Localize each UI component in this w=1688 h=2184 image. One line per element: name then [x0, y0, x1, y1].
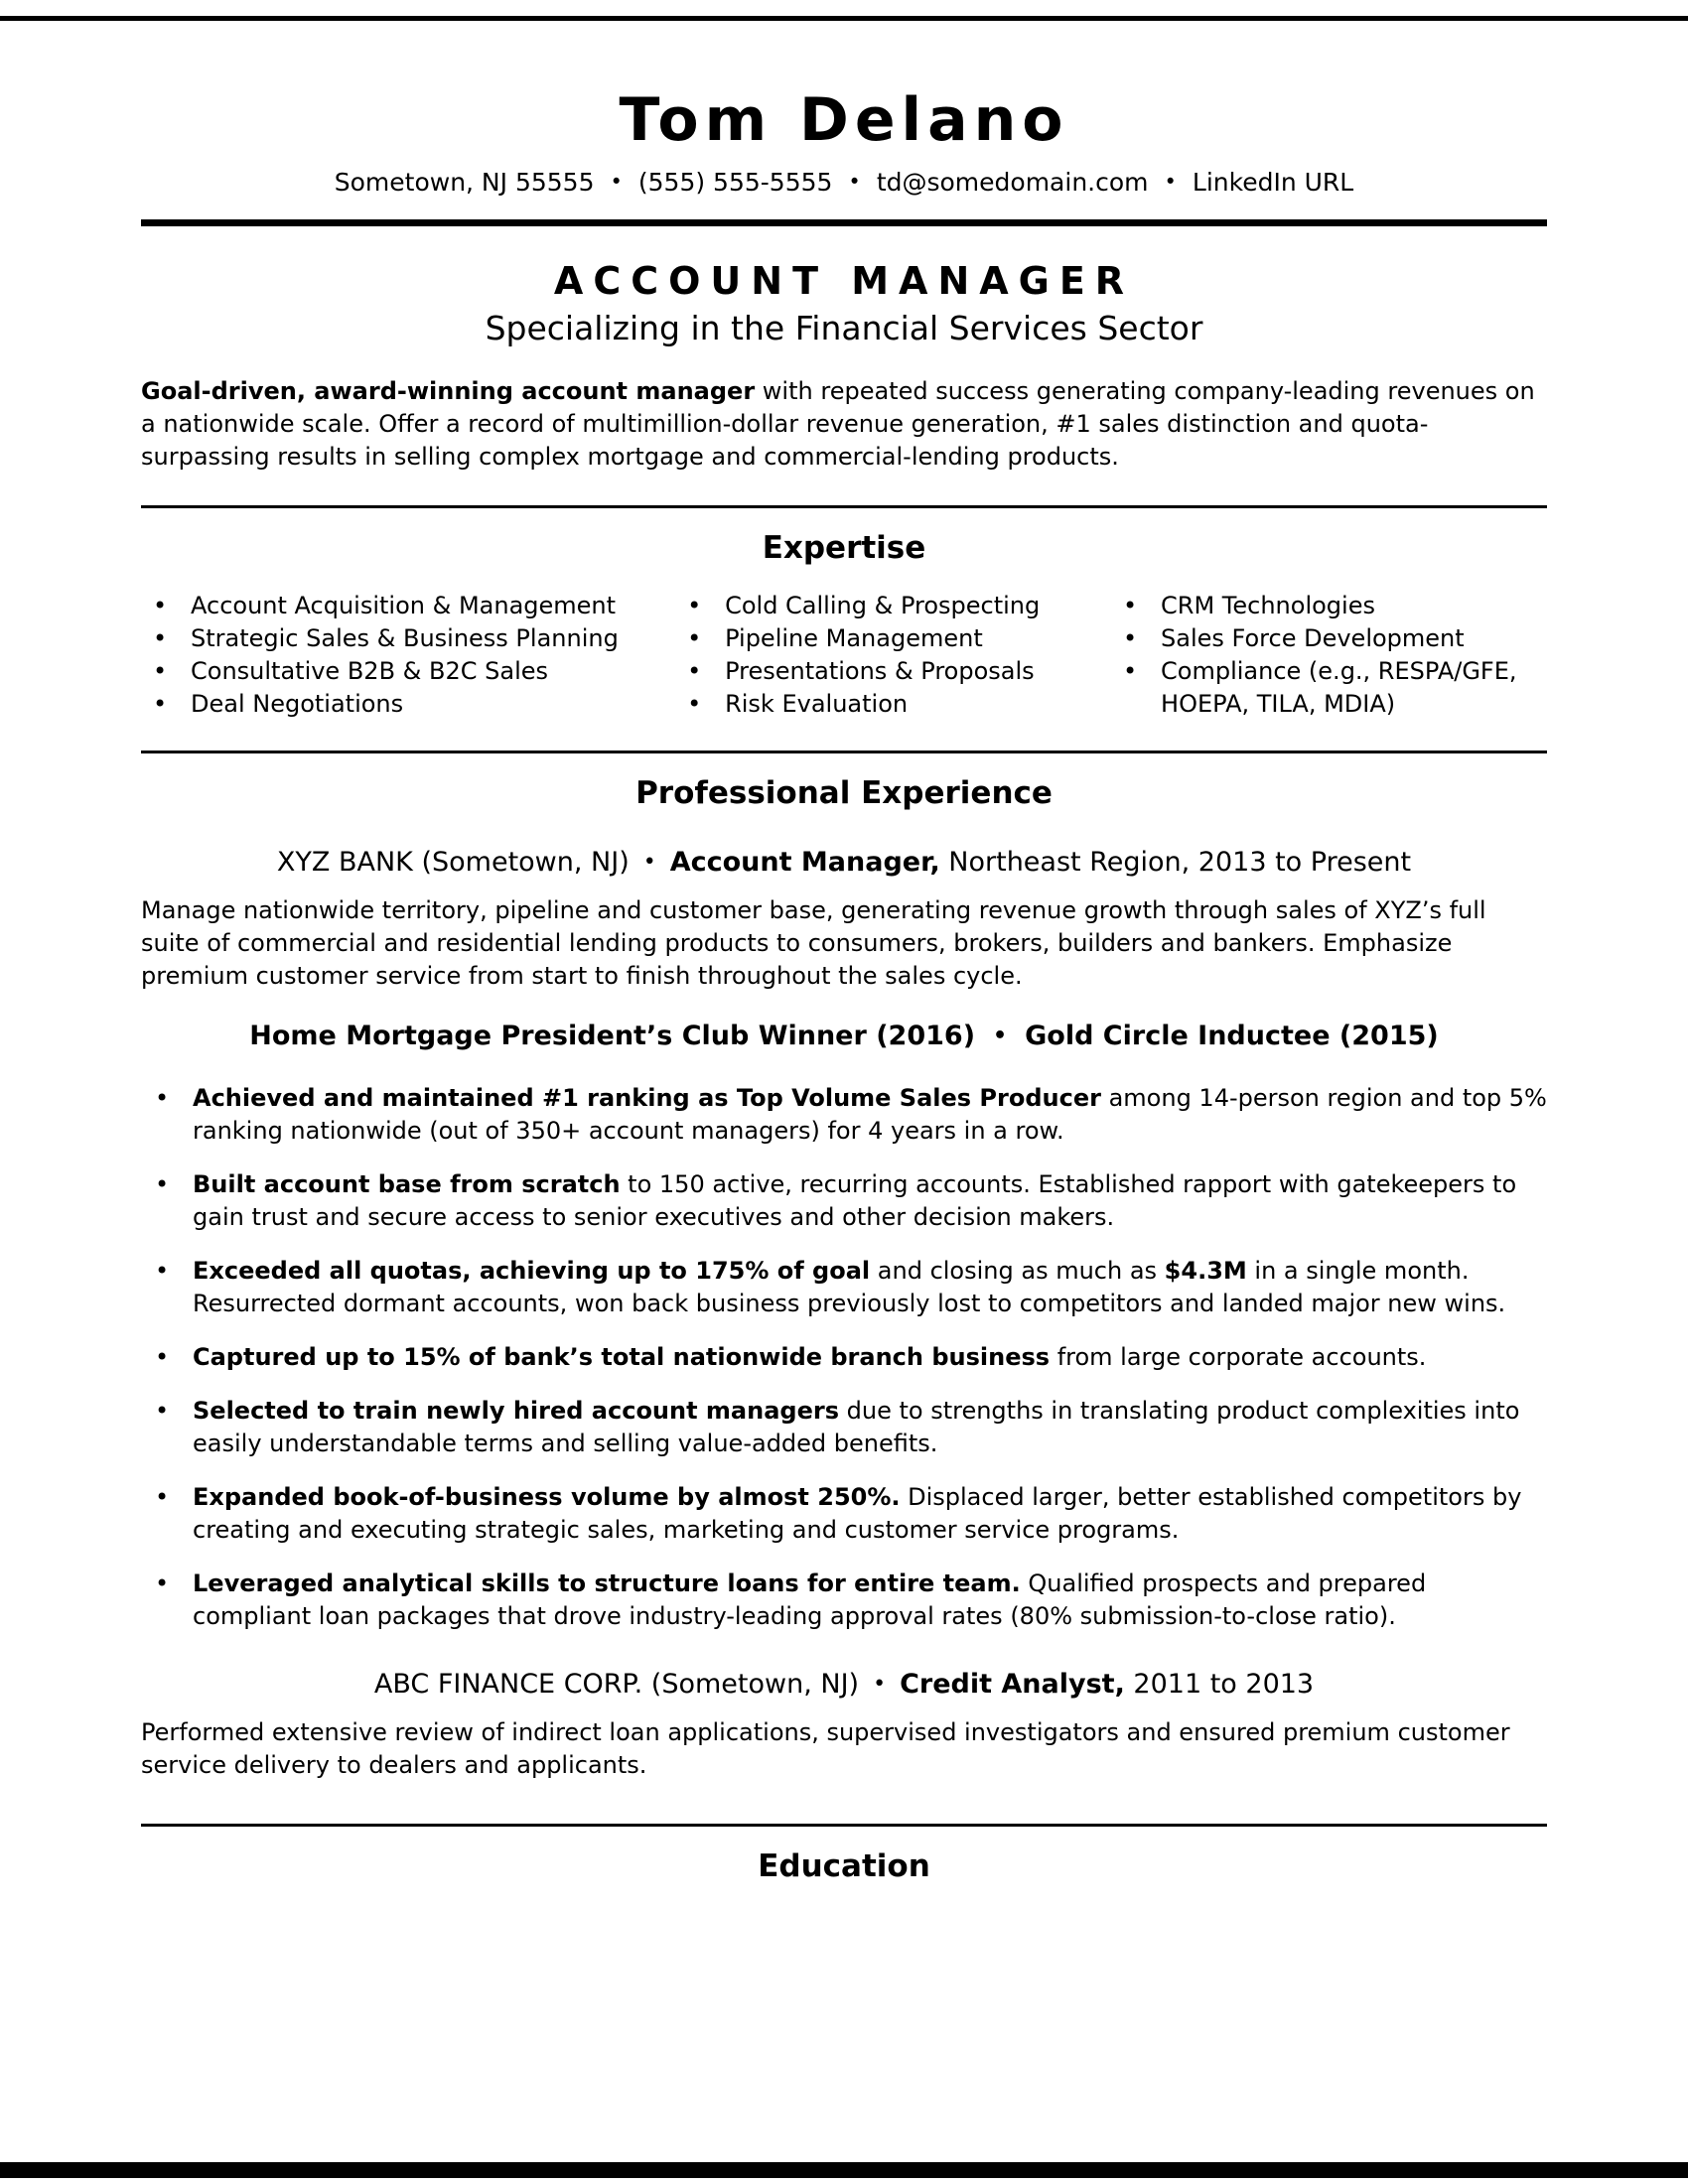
bottom-border-rule [0, 2162, 1688, 2178]
award-2: Gold Circle Inductee (2015) [1025, 1021, 1439, 1051]
expertise-item: • Consultative B2B & B2C Sales [141, 655, 645, 688]
job-description: Manage nationwide territory, pipeline and customer base, generating revenue growth through sales of XYZ’s full suite of commercial and residential lending products to consumers, brokers, builders and bankers. Emphasize premium customer service from start to finish throughout the sales cycle. [141, 896, 1486, 990]
job-meta: 2011 to 2013 [1124, 1669, 1315, 1700]
title-block [141, 258, 1547, 349]
expertise-column-1 [141, 590, 675, 721]
resume-title: ACCOUNT MANAGER [553, 259, 1135, 303]
resume-header [141, 0, 1547, 198]
job-company: ABC FINANCE CORP. (Sometown, NJ) [373, 1669, 860, 1700]
bullet-separator-icon: • [642, 850, 656, 875]
summary-lead: Goal-driven, award-winning account manager [141, 377, 756, 405]
expertise-item: • Presentations & Proposals [675, 655, 1081, 688]
bullet-separator-icon: • [993, 1024, 1008, 1048]
experience-bullet-list [141, 1082, 1547, 1633]
bullet-separator-icon: • [848, 170, 861, 194]
job-meta: Northeast Region, 2013 to Present [939, 847, 1412, 878]
experience-heading: Professional Experience [635, 775, 1053, 811]
contact-phone: (555) 555-5555 [637, 168, 833, 197]
section-rule [141, 1824, 1547, 1827]
resume-subtitle: Specializing in the Financial Services Sector [485, 309, 1203, 347]
job-role: Credit Analyst, [900, 1669, 1125, 1700]
expertise-item: • Pipeline Management [675, 622, 1081, 655]
expertise-item: • Strategic Sales & Business Planning [141, 622, 645, 655]
summary-rest: with repeated success generating company-leading revenues on a nationwide scale. Offer a record of multimillion-dollar revenue generation, #1 sales distinction and quota-surpassing results in selling complex mortgage and commercial-lending products. [141, 377, 1535, 471]
experience-bullet: • Expanded book-of-business volume by almost 250%. Displaced larger, better established competitors by creating and executing strategic sales, marketing and customer service programs. [141, 1481, 1547, 1547]
bullet-separator-icon: • [1164, 170, 1177, 194]
experience-bullet: • Captured up to 15% of bank’s total nationwide branch business from large corporate accounts. [141, 1341, 1547, 1374]
header-rule [141, 219, 1547, 226]
job-description: Performed extensive review of indirect loan applications, supervised investigators and ensured premium customer service delivery to dealers and applicants. [141, 1718, 1510, 1779]
expertise-item: • Compliance (e.g., RESPA/GFE, HOEPA, TILA, MDIA) [1111, 655, 1547, 721]
education-heading: Education [758, 1848, 930, 1884]
experience-bullet: • Selected to train newly hired account managers due to strengths in translating product complexities into easily understandable terms and selling value-added benefits. [141, 1395, 1547, 1460]
expertise-item: • Risk Evaluation [675, 688, 1081, 721]
job-role: Account Manager, [669, 847, 940, 878]
top-border-rule [0, 16, 1688, 21]
expertise-column-2 [675, 590, 1111, 721]
contact-linkedin: LinkedIn URL [1192, 168, 1354, 197]
contact-email: td@somedomain.com [876, 168, 1149, 197]
job-company: XYZ BANK (Sometown, NJ) [276, 847, 630, 878]
experience-bullet: • Achieved and maintained #1 ranking as Top Volume Sales Producer among 14-person region and top 5% ranking nationwide (out of 350+ account managers) for 4 years in a row. [141, 1082, 1547, 1148]
bullet-separator-icon: • [873, 1672, 887, 1697]
expertise-item: • Account Acquisition & Management [141, 590, 645, 622]
expertise-item: • Deal Negotiations [141, 688, 645, 721]
experience-bullet: • Exceeded all quotas, achieving up to 175% of goal and closing as much as $4.3M in a single month. Resurrected dormant accounts, won back business previously lost to competitors and landed major new wins. [141, 1255, 1547, 1320]
experience-bullet: • Built account base from scratch to 150 active, recurring accounts. Established rapport with gatekeepers to gain trust and secure access to senior executives and other decision makers. [141, 1168, 1547, 1234]
expertise-item: • Sales Force Development [1111, 622, 1547, 655]
section-rule [141, 505, 1547, 508]
expertise-item: • CRM Technologies [1111, 590, 1547, 622]
contact-location: Sometown, NJ 55555 [334, 168, 595, 197]
candidate-name: Tom Delano [619, 85, 1069, 155]
expertise-item: • Cold Calling & Prospecting [675, 590, 1081, 622]
section-rule [141, 751, 1547, 753]
award-1: Home Mortgage President’s Club Winner (2016) [249, 1021, 976, 1051]
expertise-column-3 [1111, 590, 1547, 721]
job-header-xyz-bank [141, 845, 1547, 881]
awards-line [141, 1019, 1547, 1054]
bullet-separator-icon: • [610, 170, 623, 194]
expertise-heading: Expertise [762, 530, 926, 566]
expertise-columns [141, 590, 1547, 721]
job-header-abc-finance [141, 1667, 1547, 1703]
summary-paragraph [141, 375, 1547, 474]
contact-line [141, 167, 1547, 198]
experience-bullet: • Leveraged analytical skills to structure loans for entire team. Qualified prospects and prepared compliant loan packages that drove industry-leading approval rates (80% submission-to-close ratio). [141, 1568, 1547, 1633]
